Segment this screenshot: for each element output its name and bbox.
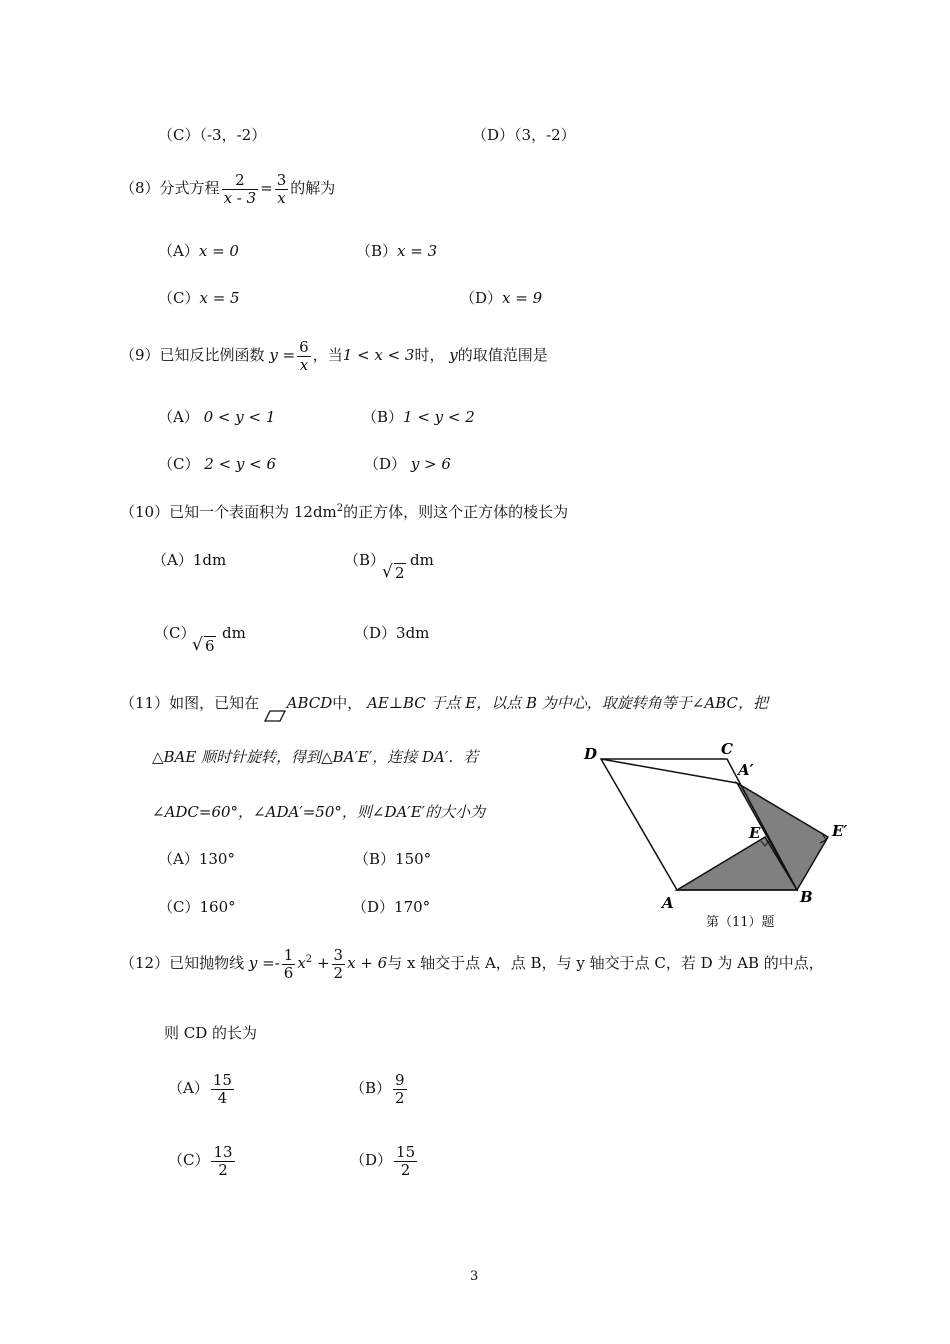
q10-option-b-unit: dm bbox=[410, 551, 434, 569]
q8-fraction-right bbox=[275, 172, 289, 206]
q8-option-b bbox=[356, 244, 437, 259]
q11-line1-c: 中， bbox=[332, 694, 363, 712]
q8-stem bbox=[120, 172, 335, 206]
label-d: D bbox=[584, 745, 598, 763]
q9-mid: ，当 bbox=[312, 346, 343, 364]
q12-stem bbox=[120, 947, 824, 981]
label-a1: A′ bbox=[738, 761, 754, 779]
q8-option-d-value: x = 9 bbox=[502, 289, 543, 307]
q10-text-b: 的正方体，则这个正方体的棱长为 bbox=[343, 503, 569, 521]
q9-fraction bbox=[297, 339, 311, 373]
q12-number: （12） bbox=[120, 954, 170, 972]
q12-f1-den: 6 bbox=[283, 963, 294, 982]
q7-option-c: （C）（-3，-2） bbox=[158, 126, 267, 144]
parallelogram-icon bbox=[264, 710, 282, 720]
q8-f2-den: x bbox=[277, 188, 286, 207]
q8-option-b-value: x = 3 bbox=[397, 242, 438, 260]
q11-line1-a: （11）如图，已知在 bbox=[120, 694, 260, 712]
q12-option-c bbox=[168, 1144, 237, 1178]
q8-option-c bbox=[158, 291, 240, 306]
q10-text-a: （10）已知一个表面积为 12dm bbox=[120, 503, 337, 521]
q8-option-c-value: x = 5 bbox=[199, 289, 240, 307]
q10-option-b-label: （B） bbox=[344, 551, 386, 569]
q12-x2-sup: 2 bbox=[305, 954, 313, 965]
q9-option-a-label: （A） bbox=[158, 408, 199, 426]
q9-y: y = bbox=[269, 346, 296, 364]
q10-option-b-rad: 2 bbox=[395, 564, 405, 582]
q12-option-a bbox=[168, 1072, 236, 1106]
q11-option-d: （D）170° bbox=[352, 898, 431, 916]
q10-option-c bbox=[154, 626, 195, 641]
q8-fraction-left bbox=[222, 172, 259, 206]
q12-option-b-num: 9 bbox=[395, 1071, 405, 1089]
q12-option-b-label: （B） bbox=[350, 1079, 392, 1097]
q9-stem bbox=[120, 339, 548, 373]
q10-option-b bbox=[344, 553, 385, 568]
label-b: B bbox=[800, 888, 813, 906]
q12-fraction-2 bbox=[332, 947, 346, 981]
q12-rest: x + 6 bbox=[347, 954, 388, 972]
q8-option-a bbox=[158, 244, 239, 259]
q12-option-b bbox=[350, 1072, 409, 1106]
q9-option-c bbox=[158, 457, 276, 472]
q8-option-b-label: （B） bbox=[356, 242, 398, 260]
q9-number: （9） bbox=[120, 346, 160, 364]
q12-option-c-num: 13 bbox=[213, 1143, 233, 1161]
q8-option-a-label: （A） bbox=[158, 242, 199, 260]
q9-option-a-value: 0 < y < 1 bbox=[203, 408, 276, 426]
q10-stem bbox=[120, 504, 568, 520]
q8-option-a-value: x = 0 bbox=[198, 242, 239, 260]
q10-option-c-sqrt bbox=[194, 639, 216, 654]
q12-option-d-fraction bbox=[394, 1144, 417, 1178]
q8-number: （8） bbox=[120, 179, 160, 197]
q9-option-c-value: 2 < y < 6 bbox=[204, 455, 277, 473]
q10-option-c-label: （C） bbox=[154, 624, 196, 642]
q12-option-a-fraction bbox=[211, 1072, 234, 1106]
q11-option-b: （B）150° bbox=[354, 850, 432, 868]
q10-option-c-rad: 6 bbox=[205, 637, 215, 655]
q10-sup: 2 bbox=[336, 503, 344, 514]
q12-f2-num: 3 bbox=[333, 946, 344, 964]
label-e: E bbox=[749, 824, 761, 842]
label-c: C bbox=[721, 740, 733, 758]
q11-line1-abcd: ABCD bbox=[286, 694, 333, 712]
q9-option-a bbox=[158, 410, 275, 425]
q12-option-b-den: 2 bbox=[395, 1088, 405, 1107]
q12-y: y =- bbox=[248, 954, 280, 972]
q8-option-d bbox=[460, 291, 542, 306]
q12-option-d bbox=[350, 1144, 419, 1178]
q9-option-c-label: （C） bbox=[158, 455, 200, 473]
q12-lead: 已知抛物线 bbox=[169, 954, 245, 972]
q11-option-c: （C）160° bbox=[158, 898, 236, 916]
page-number: 3 bbox=[470, 1269, 479, 1284]
segment-da1 bbox=[601, 759, 737, 783]
q9-range: 1 < x < 3 bbox=[342, 346, 415, 364]
q10-option-d: （D）3dm bbox=[354, 624, 430, 642]
q11-line1-d: AE⊥BC 于点 E，以点 B 为中心，取旋转角等于∠ABC，把 bbox=[367, 694, 768, 712]
q12-option-a-den: 4 bbox=[217, 1088, 228, 1107]
q8-option-d-label: （D） bbox=[460, 289, 503, 307]
q12-fraction-1 bbox=[282, 947, 296, 981]
q8-lead: 分式方程 bbox=[159, 179, 220, 197]
q12-tail: 与 x 轴交于点 A，点 B，与 y 轴交于点 C，若 D 为 AB 的中点， bbox=[387, 954, 824, 972]
q11-line1 bbox=[120, 696, 768, 720]
q9-lead: 已知反比例函数 bbox=[159, 346, 265, 364]
q8-f2-num: 3 bbox=[276, 171, 287, 189]
q8-eq: = bbox=[260, 179, 273, 197]
q12-option-a-label: （A） bbox=[168, 1079, 209, 1097]
q11-line2: △BAE 顺时针旋转，得到△BA′E′，连接 DA′．若 bbox=[152, 748, 479, 766]
q10-option-b-radical bbox=[384, 566, 406, 581]
q8-option-c-label: （C） bbox=[158, 289, 200, 307]
label-e1: E′ bbox=[832, 822, 848, 840]
q12-f2-den: 2 bbox=[333, 963, 344, 982]
q9-option-b bbox=[362, 410, 475, 425]
q8-tail: 的解为 bbox=[290, 179, 336, 197]
q9-option-d-label: （D） bbox=[364, 455, 407, 473]
q10-option-c-unit: dm bbox=[222, 624, 246, 642]
q12-option-d-label: （D） bbox=[350, 1151, 393, 1169]
q12-option-c-den: 2 bbox=[218, 1160, 228, 1179]
q9-f-num: 6 bbox=[299, 338, 309, 356]
q8-f1-num: 2 bbox=[222, 172, 259, 190]
q12-option-a-num: 15 bbox=[212, 1071, 232, 1089]
q9-mid2: 时， bbox=[414, 346, 445, 364]
q12-option-c-fraction bbox=[211, 1144, 234, 1178]
q12-option-b-fraction bbox=[393, 1072, 407, 1106]
q9-tail: 的取值范围是 bbox=[457, 346, 548, 364]
q9-f-den: x bbox=[299, 355, 309, 374]
q7-option-d: （D）（3，-2） bbox=[472, 126, 576, 144]
q10-option-c-radical bbox=[194, 639, 216, 654]
q9-option-b-value: 1 < y < 2 bbox=[403, 408, 475, 426]
q10-option-a: （A）1dm bbox=[152, 551, 227, 569]
q9-option-d bbox=[364, 457, 451, 472]
q11-line3: ∠ADC=60°，∠ADA′=50°，则∠DA′E′的大小为 bbox=[152, 803, 486, 821]
q12-x2: x bbox=[297, 954, 306, 972]
q12-option-d-den: 2 bbox=[400, 1160, 411, 1179]
q9-option-b-label: （B） bbox=[362, 408, 404, 426]
q12-line2: 则 CD 的长为 bbox=[164, 1024, 258, 1042]
q9-option-d-value: y > 6 bbox=[410, 455, 451, 473]
label-a: A bbox=[662, 894, 674, 912]
q9-y2: y bbox=[449, 346, 458, 364]
q12-plus: + bbox=[316, 954, 330, 972]
q11-figure-caption: 第（11）题 bbox=[706, 915, 775, 930]
q10-option-b-sqrt bbox=[384, 566, 406, 581]
q8-f1-den: x - 3 bbox=[223, 188, 257, 207]
q12-f1-num: 1 bbox=[283, 946, 294, 964]
q11-option-a: （A）130° bbox=[158, 850, 235, 868]
q12-option-d-num: 15 bbox=[396, 1143, 416, 1161]
q12-option-c-label: （C） bbox=[168, 1151, 210, 1169]
q11-figure bbox=[570, 730, 870, 940]
